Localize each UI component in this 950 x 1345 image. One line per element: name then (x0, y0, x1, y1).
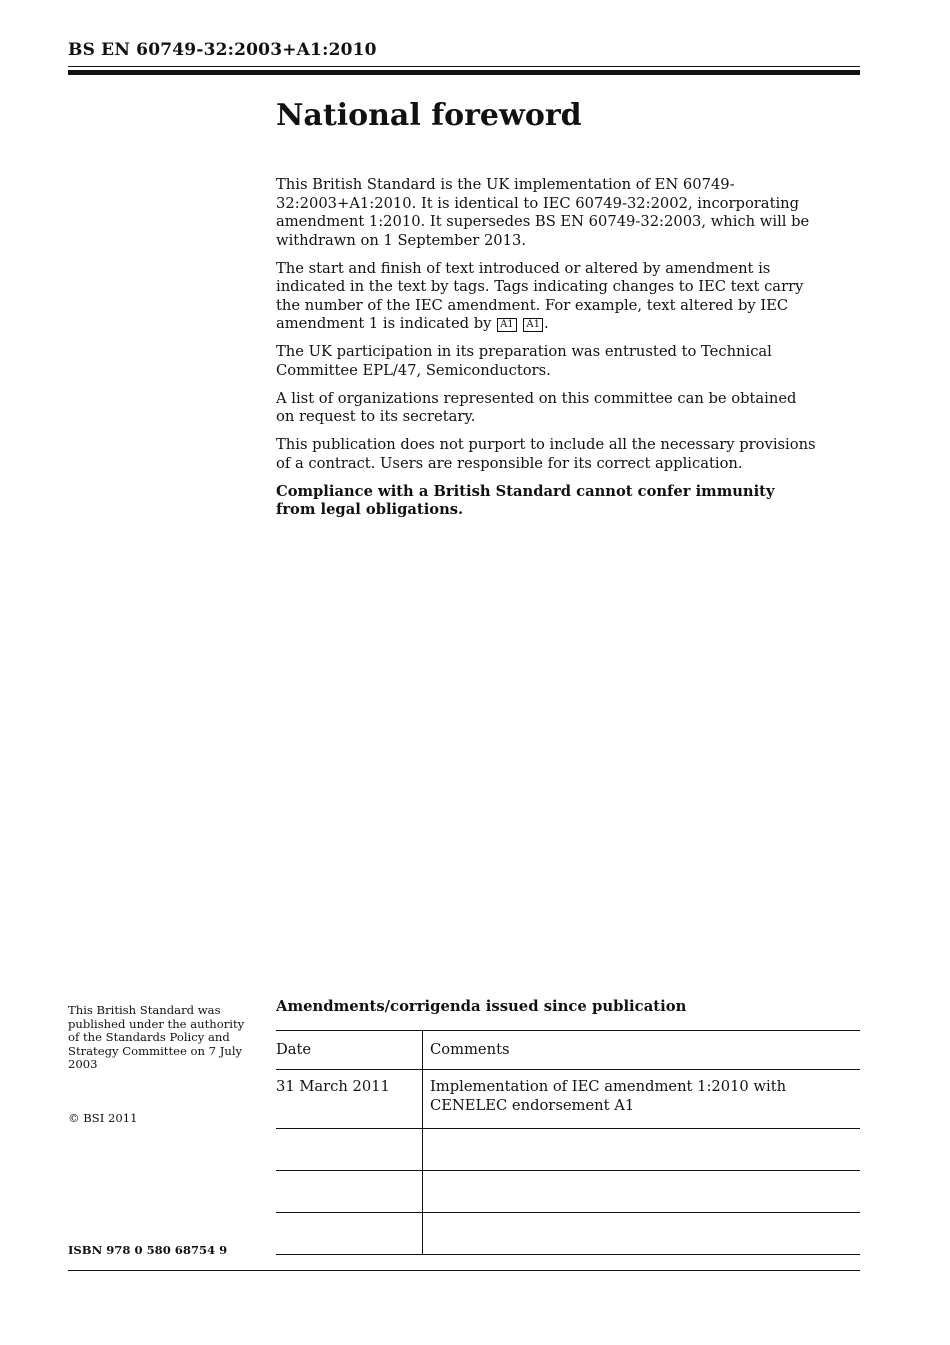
table-row-empty (276, 1171, 860, 1213)
table-row (276, 1070, 860, 1129)
amendment-start-tag-icon: A1 (497, 318, 517, 332)
amendments-title: Amendments/corrigenda issued since publication (276, 998, 687, 1015)
footer-rule (68, 1270, 860, 1271)
foreword-body (276, 176, 816, 529)
isbn: ISBN 978 0 580 68754 9 (68, 1243, 228, 1257)
publication-note: This British Standard was published under the authority of the Standards Policy and Strategy Committee on 7 July 2003 (68, 1003, 245, 1072)
paragraph-implementation: This British Standard is the UK implementation of EN 60749-32:2003+A1:2010. It is identical to IEC 60749-32:2002, incorporating amendment 1:2010. It supersedes BS EN 60749-32:2003, which will be withdrawn on 1 September 2013. (276, 176, 810, 249)
amendment-date: 31 March 2011 (276, 1078, 390, 1095)
amendment-end-tag-icon: A1 (523, 318, 543, 332)
paragraph-contract: This publication does not purport to include all the necessary provisions of a contract. Users are responsible for its correct application. (276, 436, 816, 472)
paragraph-compliance: Compliance with a British Standard cannot confer immunity from legal obligations. (276, 482, 775, 518)
paragraph-amendment-tags (276, 260, 816, 334)
paragraph-amendment-tags-text: The start and finish of text introduced or altered by amendment is indicated in the text by tags. Tags indicating changes to IEC text carry the number of the IEC amendment. For example, text altered by IEC amendment 1 is indicated by (276, 259, 804, 332)
document-id: BS EN 60749-32:2003+A1:2010 (68, 40, 377, 60)
paragraph-organizations: A list of organizations represented on this committee can be obtained on request to its secretary. (276, 389, 797, 425)
table-header-row (276, 1031, 860, 1070)
header-rule-thin (68, 66, 860, 67)
amendment-comment: Implementation of IEC amendment 1:2010 with CENELEC endorsement A1 (430, 1078, 787, 1114)
column-header-date: Date (276, 1031, 423, 1070)
copyright-notice: © BSI 2011 (68, 1111, 138, 1125)
page-title: National foreword (276, 98, 582, 133)
amendments-table (276, 1030, 860, 1255)
table-row-empty (276, 1213, 860, 1255)
header-rule-thick (68, 70, 860, 75)
table-row-empty (276, 1129, 860, 1171)
column-header-comments: Comments (423, 1031, 861, 1070)
paragraph-committee: The UK participation in its preparation was entrusted to Technical Committee EPL/47, Semiconductors. (276, 343, 772, 379)
paragraph-amendment-tags-end: . (543, 315, 549, 332)
